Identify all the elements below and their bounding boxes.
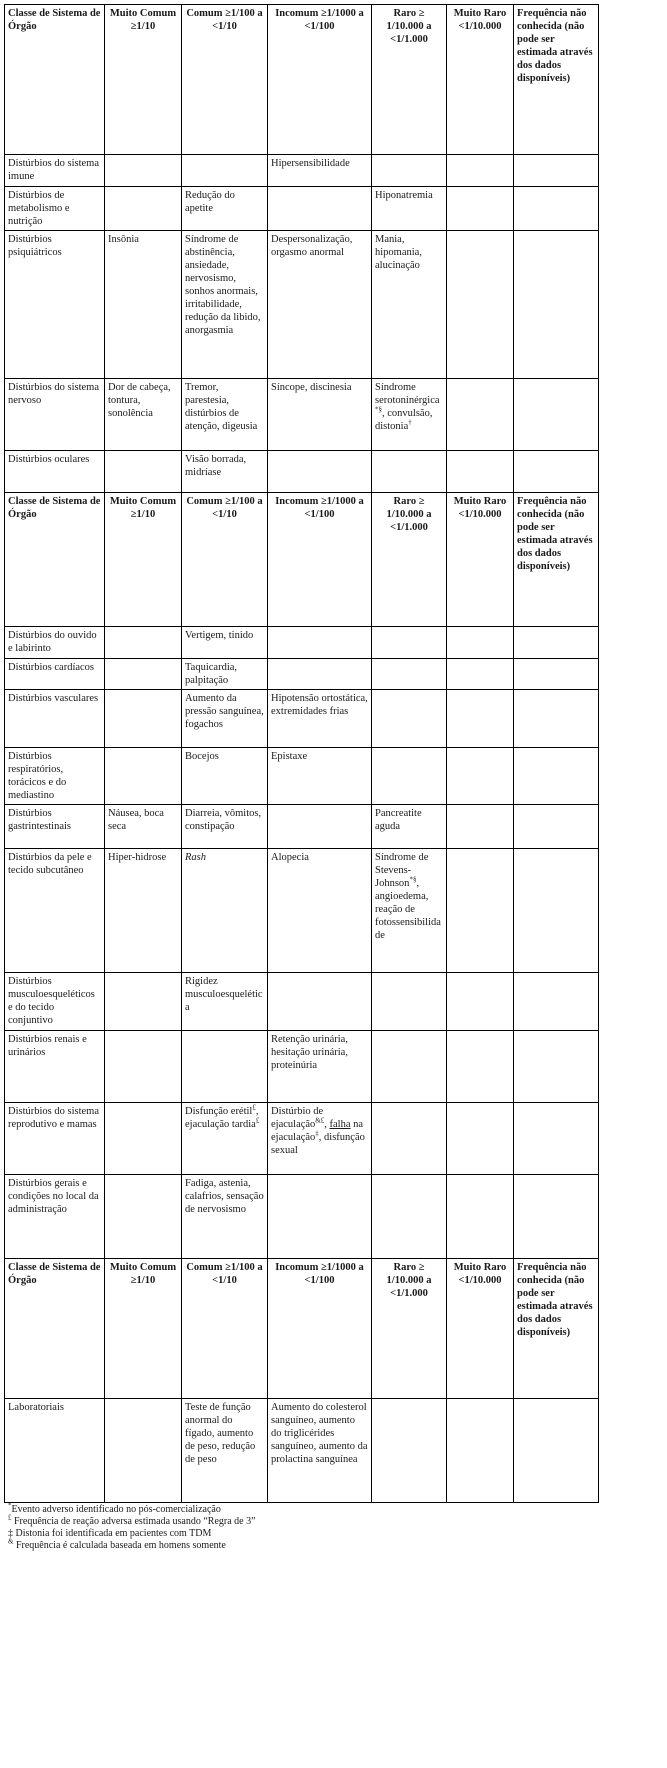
header-very-common: Muito Comum ≥1/10	[105, 493, 182, 627]
unknown-cell	[514, 1031, 599, 1103]
common-cell: Aumento da pressão sanguínea, fogachos	[182, 690, 268, 748]
header-common: Comum ≥1/100 a <1/10	[182, 5, 268, 155]
footnote	[8, 1501, 598, 1516]
table-row	[5, 187, 599, 231]
common-text: , ejaculação tardia	[185, 1106, 259, 1130]
uncommon-cell: Síncope, discinesia	[268, 379, 372, 451]
uncommon-text: , disfunção sexual	[271, 1132, 365, 1156]
footnotes	[4, 1501, 598, 1552]
uncommon-cell: Despersonalização, orgasmo anormal	[268, 231, 372, 379]
unknown-cell	[514, 187, 599, 231]
very-common-cell	[105, 973, 182, 1031]
rare-text: , angioedema, reação de fotossensibilidade	[375, 878, 441, 941]
very-common-cell: Dor de cabeça, tontura, sonolência	[105, 379, 182, 451]
rare-cell	[372, 849, 447, 973]
header-row	[5, 5, 599, 155]
uncommon-text: na ejaculação	[271, 1119, 364, 1143]
soc-cell: Laboratoriais	[5, 1399, 105, 1503]
common-cell	[182, 849, 268, 973]
table-row	[5, 155, 599, 187]
table-row	[5, 849, 599, 973]
uncommon-cell: Alopecia	[268, 849, 372, 973]
rare-cell: Pancreatite aguda	[372, 805, 447, 849]
soc-cell: Distúrbios oculares	[5, 451, 105, 493]
footnote-mark: ‡	[8, 1528, 13, 1539]
rare-cell	[372, 1031, 447, 1103]
uncommon-text: ,	[324, 1119, 330, 1130]
footnote-mark: †	[408, 418, 412, 427]
uncommon-cell	[268, 627, 372, 659]
common-cell: Teste de função anormal do fígado, aumento de peso, redução de peso	[182, 1399, 268, 1503]
table-row	[5, 1031, 599, 1103]
very-rare-cell	[447, 805, 514, 849]
footnote-mark: *	[8, 1501, 12, 1510]
uncommon-cell	[268, 973, 372, 1031]
table-row	[5, 805, 599, 849]
footnote-mark: £	[252, 1103, 256, 1112]
header-common: Comum ≥1/100 a <1/10	[182, 1259, 268, 1399]
unknown-cell	[514, 155, 599, 187]
unknown-cell	[514, 849, 599, 973]
very-rare-cell	[447, 849, 514, 973]
rare-cell: Hiponatremia	[372, 187, 447, 231]
table-row	[5, 973, 599, 1031]
table-row	[5, 659, 599, 690]
common-cell: Visão borrada, midríase	[182, 451, 268, 493]
header-uncommon: Incomum ≥1/1000 a <1/100	[268, 5, 372, 155]
table-row	[5, 1175, 599, 1259]
header-very-rare: Muito Raro <1/10.000	[447, 493, 514, 627]
table-row	[5, 1103, 599, 1175]
footnote-mark: £	[8, 1513, 12, 1522]
common-cell: Diarreia, vômitos, constipação	[182, 805, 268, 849]
very-common-cell: Hiper-hidrose	[105, 849, 182, 973]
uncommon-cell	[268, 1103, 372, 1175]
very-rare-cell	[447, 379, 514, 451]
table-row	[5, 451, 599, 493]
soc-cell: Distúrbios de metabolismo e nutrição	[5, 187, 105, 231]
rare-cell	[372, 973, 447, 1031]
header-soc: Classe de Sistema de Órgão	[5, 493, 105, 627]
soc-cell: Distúrbios gastrintestinais	[5, 805, 105, 849]
rare-cell	[372, 1103, 447, 1175]
very-common-cell	[105, 1031, 182, 1103]
header-rare: Raro ≥ 1/10.000 a <1/1.000	[372, 1259, 447, 1399]
rare-cell: Mania, hipomania, alucinação	[372, 231, 447, 379]
very-common-cell: Náusea, boca seca	[105, 805, 182, 849]
very-common-cell	[105, 1399, 182, 1503]
footnote-text: Evento adverso identificado no pós-comercialização	[11, 1504, 221, 1515]
uncommon-cell: Hipersensibilidade	[268, 155, 372, 187]
very-common-cell	[105, 690, 182, 748]
common-cell: Rigidez musculoesquelética	[182, 973, 268, 1031]
header-soc: Classe de Sistema de Órgão	[5, 1259, 105, 1399]
header-common: Comum ≥1/100 a <1/10	[182, 493, 268, 627]
soc-cell: Distúrbios do sistema nervoso	[5, 379, 105, 451]
very-common-cell	[105, 187, 182, 231]
unknown-cell	[514, 659, 599, 690]
very-rare-cell	[447, 451, 514, 493]
very-rare-cell	[447, 659, 514, 690]
header-rare: Raro ≥ 1/10.000 a <1/1.000	[372, 5, 447, 155]
uncommon-cell	[268, 451, 372, 493]
very-common-cell	[105, 155, 182, 187]
table-row	[5, 748, 599, 805]
common-cell: Síndrome de abstinência, ansiedade, nervosismo, sonhos anormais, irritabilidade, redução da libido, anorgasmia	[182, 231, 268, 379]
rare-cell	[372, 451, 447, 493]
soc-cell: Distúrbios musculoesqueléticos e do tecido conjuntivo	[5, 973, 105, 1031]
rare-text: , convulsão, distonia	[375, 408, 433, 432]
common-cell: Tremor, parestesia, distúrbios de atenção, digeusia	[182, 379, 268, 451]
uncommon-cell: Aumento do colesterol sanguíneo, aumento do triglicérides sanguíneo, aumento da prolactina sanguínea	[268, 1399, 372, 1503]
rash-text: Rash	[185, 852, 206, 863]
soc-cell: Distúrbios renais e urinários	[5, 1031, 105, 1103]
very-rare-cell	[447, 1031, 514, 1103]
footnote-mark: £	[255, 1116, 260, 1125]
soc-cell: Distúrbios da pele e tecido subcutâneo	[5, 849, 105, 973]
unknown-cell	[514, 973, 599, 1031]
footnote-mark: *§	[409, 875, 417, 884]
unknown-cell	[514, 690, 599, 748]
header-rare: Raro ≥ 1/10.000 a <1/1.000	[372, 493, 447, 627]
header-row	[5, 1259, 599, 1399]
rare-text: Síndrome de Stevens-Johnson	[375, 852, 429, 889]
common-cell: Bocejos	[182, 748, 268, 805]
very-rare-cell	[447, 973, 514, 1031]
header-uncommon: Incomum ≥1/1000 a <1/100	[268, 1259, 372, 1399]
common-cell: Fadiga, astenia, calafrios, sensação de nervosismo	[182, 1175, 268, 1259]
common-cell	[182, 155, 268, 187]
uncommon-cell	[268, 805, 372, 849]
soc-cell: Distúrbios cardíacos	[5, 659, 105, 690]
rare-cell	[372, 748, 447, 805]
unknown-cell	[514, 1103, 599, 1175]
footnote-mark: ‡	[315, 1129, 319, 1138]
table-row	[5, 379, 599, 451]
header-unknown: Frequência não conhecida (não pode ser estimada através dos dados disponíveis)	[514, 493, 599, 627]
very-common-cell	[105, 627, 182, 659]
unknown-cell	[514, 379, 599, 451]
rare-text: Síndrome serotoninérgica	[375, 382, 440, 406]
footnote-text: Frequência é calculada baseada em homens somente	[13, 1540, 226, 1551]
uncommon-cell: Epistaxe	[268, 748, 372, 805]
unknown-cell	[514, 627, 599, 659]
uncommon-cell	[268, 1175, 372, 1259]
rare-cell	[372, 659, 447, 690]
very-rare-cell	[447, 627, 514, 659]
rare-cell	[372, 1175, 447, 1259]
adverse-reactions-document	[4, 4, 598, 1552]
footnote-mark: *§	[375, 405, 382, 414]
soc-cell: Distúrbios vasculares	[5, 690, 105, 748]
unknown-cell	[514, 451, 599, 493]
very-common-cell	[105, 451, 182, 493]
header-soc: Classe de Sistema de Órgão	[5, 5, 105, 155]
soc-cell: Distúrbios do sistema imune	[5, 155, 105, 187]
very-rare-cell	[447, 1175, 514, 1259]
table-row	[5, 627, 599, 659]
very-rare-cell	[447, 155, 514, 187]
common-cell	[182, 1103, 268, 1175]
uncommon-cell	[268, 659, 372, 690]
footnote-mark: &£	[315, 1116, 325, 1125]
rare-cell	[372, 379, 447, 451]
unknown-cell	[514, 1399, 599, 1503]
uncommon-cell: Retenção urinária, hesitação urinária, proteinúria	[268, 1031, 372, 1103]
very-common-cell	[105, 748, 182, 805]
header-very-rare: Muito Raro <1/10.000	[447, 5, 514, 155]
table-row	[5, 690, 599, 748]
very-rare-cell	[447, 1103, 514, 1175]
footnote	[8, 1528, 598, 1540]
table-row	[5, 1399, 599, 1503]
header-unknown: Frequência não conhecida (não pode ser estimada através dos dados disponíveis)	[514, 5, 599, 155]
very-common-cell	[105, 659, 182, 690]
footnote-text: Distonia foi identificada em pacientes com TDM	[13, 1528, 212, 1539]
common-cell: Taquicardia, palpitação	[182, 659, 268, 690]
header-unknown: Frequência não conhecida (não pode ser estimada através dos dados disponíveis)	[514, 1259, 599, 1399]
very-rare-cell	[447, 1399, 514, 1503]
uncommon-cell: Hipotensão ortostática, extremidades frias	[268, 690, 372, 748]
adverse-reactions-table	[4, 4, 599, 1503]
footnote-text: Frequência de reação adversa estimada usando “Regra de 3”	[11, 1516, 256, 1527]
soc-cell: Distúrbios gerais e condições no local da administração	[5, 1175, 105, 1259]
header-uncommon: Incomum ≥1/1000 a <1/100	[268, 493, 372, 627]
header-very-common: Muito Comum ≥1/10	[105, 1259, 182, 1399]
very-rare-cell	[447, 748, 514, 805]
soc-cell: Distúrbios do ouvido e labirinto	[5, 627, 105, 659]
rare-cell	[372, 627, 447, 659]
footnote	[8, 1537, 598, 1552]
very-common-cell: Insônia	[105, 231, 182, 379]
header-very-rare: Muito Raro <1/10.000	[447, 1259, 514, 1399]
soc-cell: Distúrbios do sistema reprodutivo e mamas	[5, 1103, 105, 1175]
uncommon-cell	[268, 187, 372, 231]
very-rare-cell	[447, 187, 514, 231]
unknown-cell	[514, 1175, 599, 1259]
unknown-cell	[514, 231, 599, 379]
soc-cell: Distúrbios psiquiátricos	[5, 231, 105, 379]
unknown-cell	[514, 748, 599, 805]
footnote	[8, 1513, 598, 1528]
header-row	[5, 493, 599, 627]
rare-cell	[372, 1399, 447, 1503]
header-very-common: Muito Comum ≥1/10	[105, 5, 182, 155]
unknown-cell	[514, 805, 599, 849]
common-cell: Redução do apetite	[182, 187, 268, 231]
common-cell: Vertigem, tinido	[182, 627, 268, 659]
common-text: Disfunção erétil	[185, 1106, 253, 1117]
underlined-text: falha	[329, 1119, 351, 1130]
footnote-mark: &	[8, 1537, 14, 1546]
table-row	[5, 231, 599, 379]
rare-cell	[372, 690, 447, 748]
rare-cell	[372, 155, 447, 187]
very-rare-cell	[447, 690, 514, 748]
uncommon-text: Distúrbio de ejaculação	[271, 1106, 324, 1130]
very-common-cell	[105, 1103, 182, 1175]
common-cell	[182, 1031, 268, 1103]
soc-cell: Distúrbios respiratórios, torácicos e do mediastino	[5, 748, 105, 805]
very-rare-cell	[447, 231, 514, 379]
very-common-cell	[105, 1175, 182, 1259]
